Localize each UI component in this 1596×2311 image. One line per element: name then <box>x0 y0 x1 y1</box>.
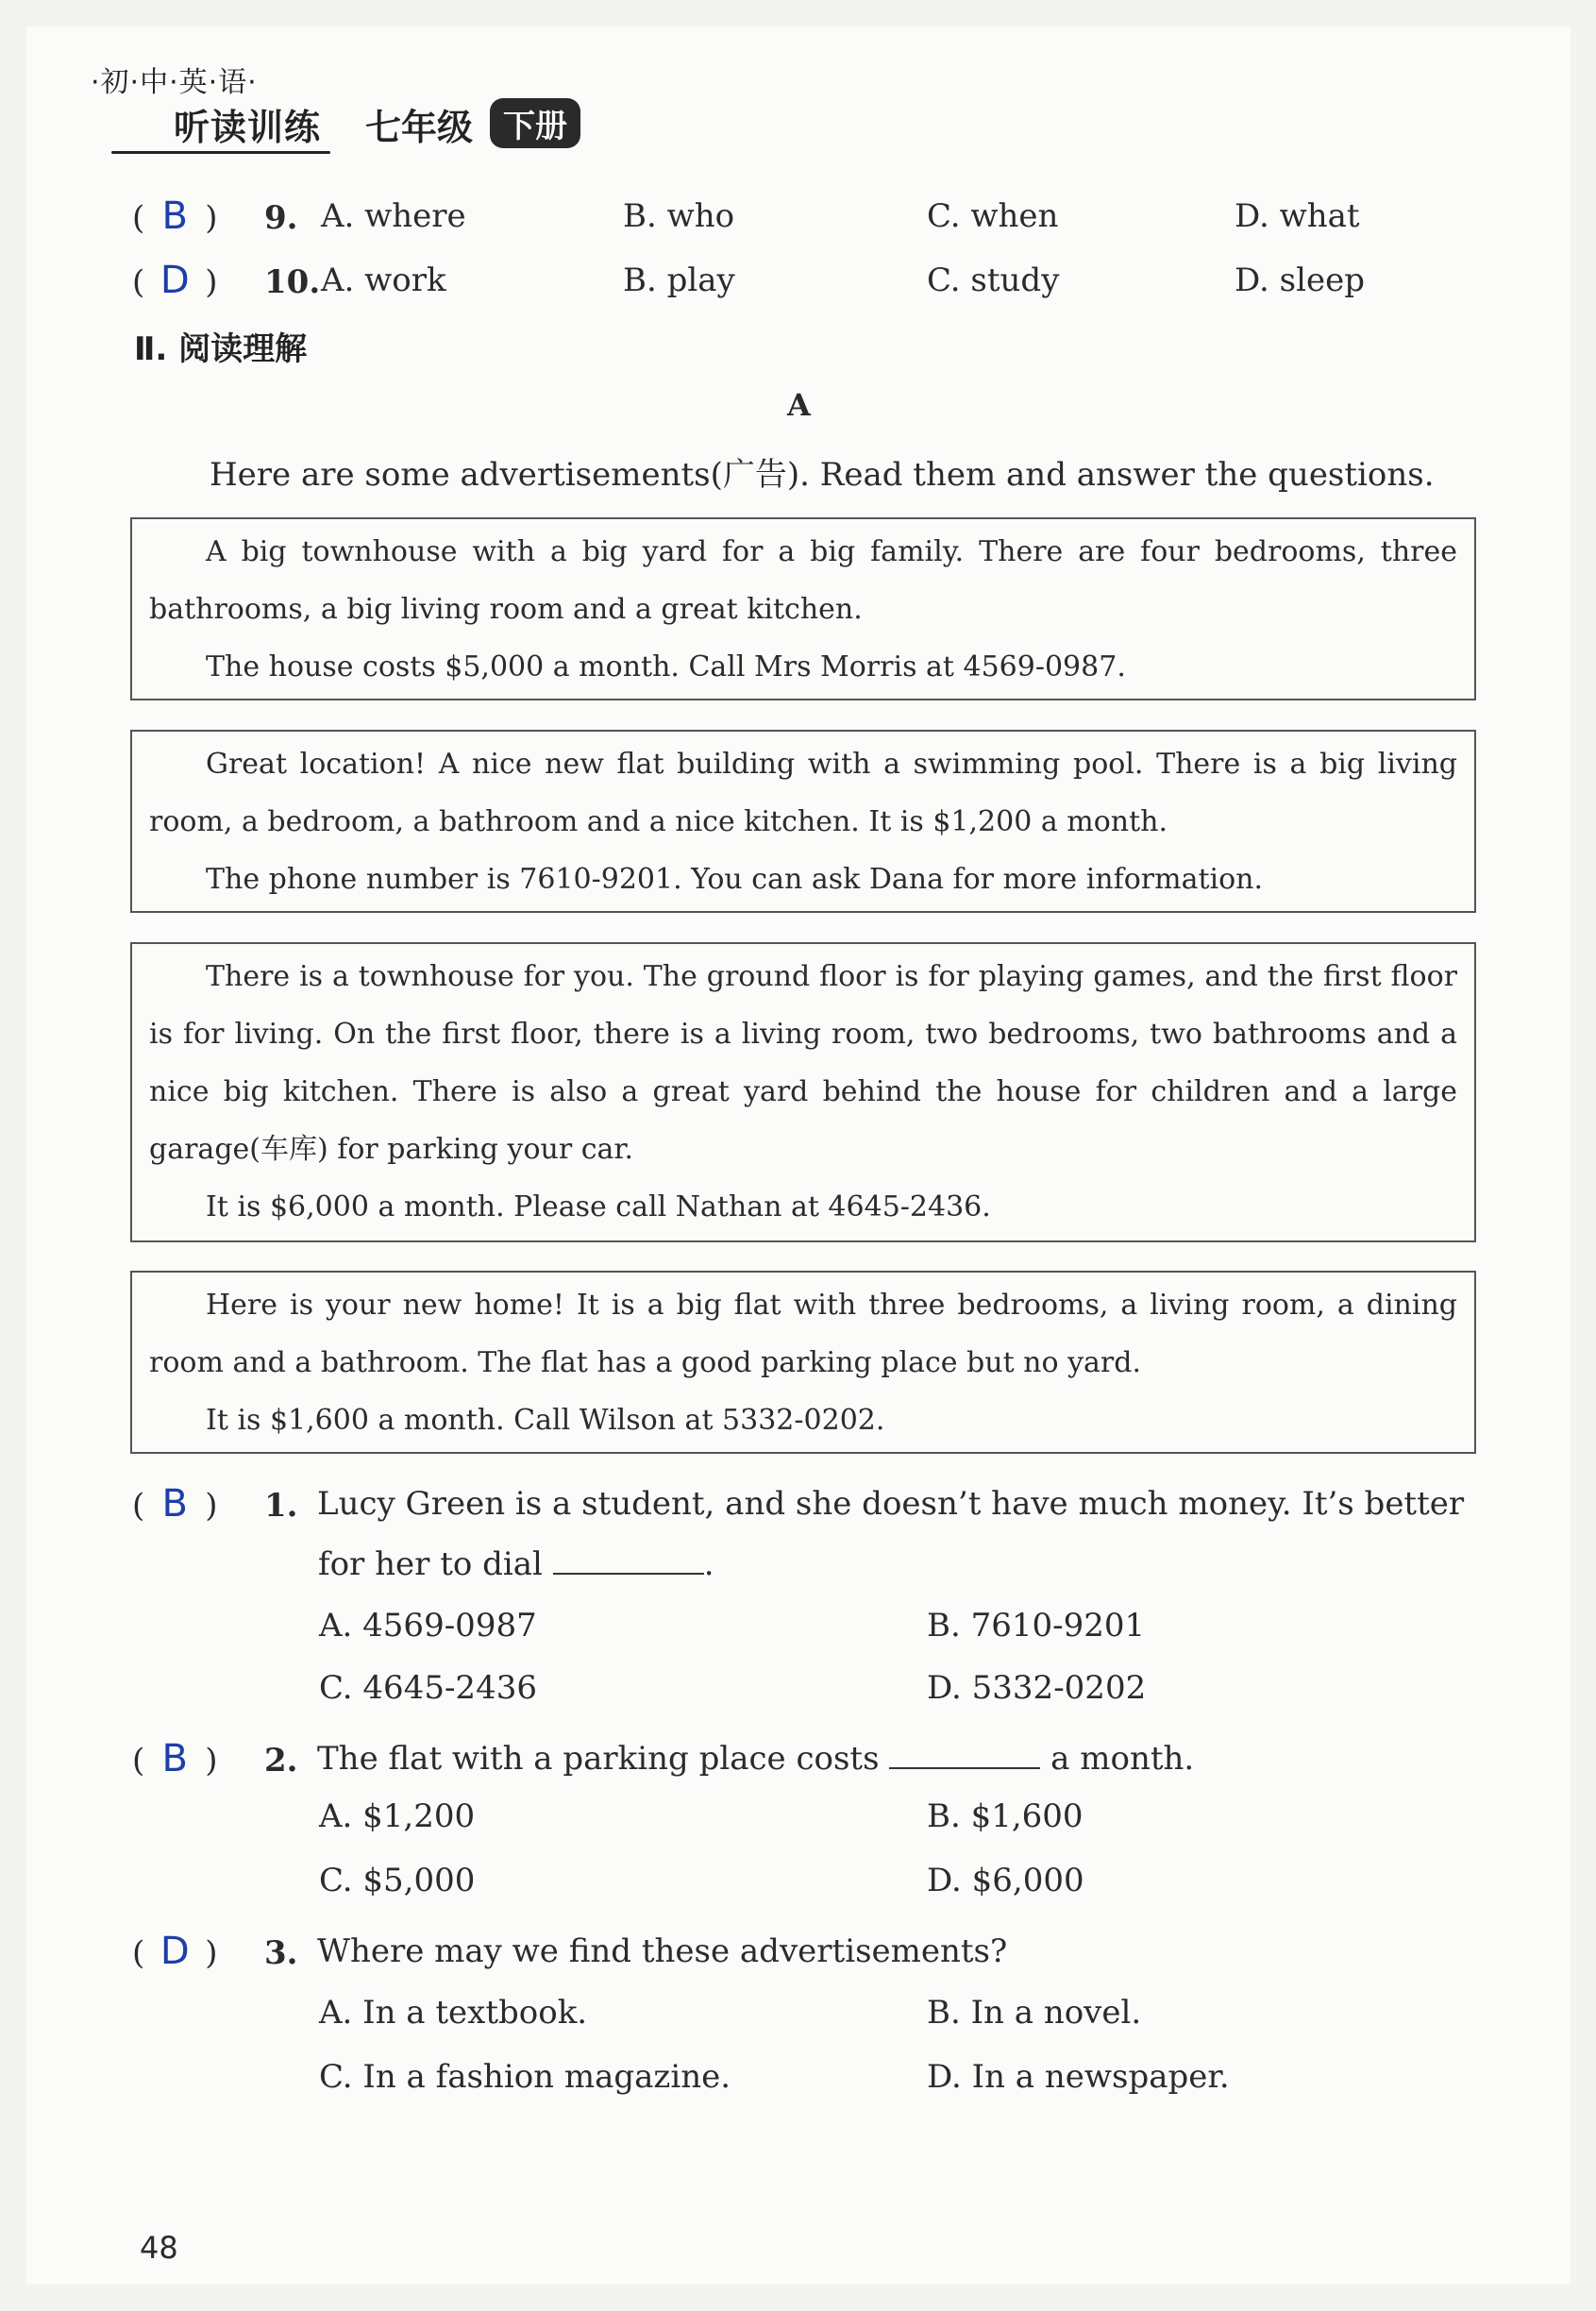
option-2b: B. $1,600 <box>927 1797 1084 1835</box>
answer-blank <box>889 1739 1040 1769</box>
option-10b: B. play <box>623 261 735 299</box>
option-10c: C. study <box>927 261 1060 299</box>
book-title: 听读训练 <box>174 107 322 148</box>
option-2d: D. $6,000 <box>927 1862 1084 1899</box>
question-9: ( B ) 9. A. where B. who C. when D. what <box>132 194 1360 238</box>
ad-box-2 <box>130 730 1476 913</box>
number-2: 2. <box>264 1742 298 1780</box>
option-3b: B. In a novel. <box>927 1994 1142 2032</box>
option-1c: C. 4645-2436 <box>319 1669 537 1707</box>
option-3c: C. In a fashion magazine. <box>319 2058 731 2096</box>
question-2-text <box>317 1735 1194 1782</box>
option-10a: A. work <box>321 261 446 299</box>
option-10d: D. sleep <box>1235 261 1365 299</box>
option-9d: D. what <box>1235 197 1360 235</box>
ad-4-paragraph-1: Here is your new home! It is a big flat with three bedrooms, a living room, a dining room and a bathroom. The flat has a good parking place but no yard. <box>149 1289 1457 1379</box>
ad-3-paragraph-2: It is $6,000 a month. Please call Nathan at 4645-2436. <box>206 1190 991 1223</box>
number-3: 3. <box>264 1934 298 1972</box>
number-10: 10. <box>264 263 321 301</box>
ad-1-paragraph-2: The house costs $5,000 a month. Call Mrs Morris at 4569-0987. <box>206 650 1126 683</box>
question-3: ( D ) 3. Where may we find these advertisements? <box>132 1930 1008 1973</box>
ad-box-1 <box>130 517 1476 700</box>
question-1: ( B ) 1. Lucy Green is a student, and she doesn’t have much money. It’s better <box>132 1482 1465 1526</box>
option-2c: C. $5,000 <box>319 1862 476 1899</box>
question-10: ( D ) 10. A. work B. play C. study D. sleep <box>132 259 1365 302</box>
option-1a: A. 4569-0987 <box>319 1607 537 1645</box>
option-2a: A. $1,200 <box>319 1797 476 1835</box>
option-1b: B. 7610-9201 <box>927 1607 1146 1645</box>
question-1-period: . <box>703 1545 714 1583</box>
grade-label: 七年级 <box>365 107 474 148</box>
option-9b: B. who <box>623 197 735 235</box>
question-1-line2-text: for her to dial <box>318 1545 543 1583</box>
option-3d: D. In a newspaper. <box>927 2058 1230 2096</box>
number-1: 1. <box>264 1487 298 1525</box>
page-number: 48 <box>140 2230 178 2266</box>
passage-label: A <box>787 387 811 423</box>
answer-3: D <box>160 1930 190 1973</box>
option-9a: A. where <box>321 197 466 235</box>
answer-10: D <box>160 259 190 302</box>
question-2: ( B ) 2. The flat with a parking place costs a month. <box>132 1737 1195 1780</box>
ad-2-paragraph-2: The phone number is 7610-9201. You can ask Dana for more information. <box>206 863 1264 896</box>
section-intro: Here are some advertisements(广告). Read them and answer the questions. <box>210 456 1435 494</box>
ad-2-paragraph-1: Great location! A nice new flat building with a swimming pool. There is a big living room, a bedroom, a bathroom and a nice kitchen. It is $1,200 a month. <box>149 748 1457 838</box>
option-3a: A. In a textbook. <box>319 1994 588 2032</box>
section-heading: Ⅱ. 阅读理解 <box>134 330 308 368</box>
number-9: 9. <box>264 199 298 237</box>
answer-2: B <box>161 1737 188 1780</box>
ad-3-paragraph-1: There is a townhouse for you. The ground floor is for playing games, and the first floor is for living. On the first floor, there is a living room, two bedrooms, two bathrooms and a nice big kitchen. There is also a great yard behind the house for children and a large garage(车库) for parking your car. <box>149 960 1457 1166</box>
series-label: ·初·中·英·语· <box>91 66 258 99</box>
ad-4-paragraph-2: It is $1,600 a month. Call Wilson at 5332-0202. <box>206 1404 885 1437</box>
answer-blank <box>553 1544 704 1575</box>
ad-box-4 <box>130 1271 1476 1454</box>
question-3-text: Where may we find these advertisements? <box>317 1932 1008 1970</box>
question-1-text: Lucy Green is a student, and she doesn’t have much money. It’s better <box>317 1485 1465 1523</box>
ad-box-3 <box>130 942 1476 1242</box>
question-1-line2 <box>318 1544 714 1583</box>
option-9c: C. when <box>927 197 1059 235</box>
volume-badge: 下册 <box>490 98 580 148</box>
answer-1: B <box>161 1482 188 1526</box>
option-1d: D. 5332-0202 <box>927 1669 1147 1707</box>
ad-1-paragraph-1: A big townhouse with a big yard for a big family. There are four bedrooms, three bathrooms, a big living room and a great kitchen. <box>149 535 1457 626</box>
header-underline <box>111 151 330 154</box>
question-2-text-post: a month. <box>1050 1740 1195 1778</box>
answer-9: B <box>161 194 188 238</box>
question-2-text-pre: The flat with a parking place costs <box>317 1740 880 1778</box>
